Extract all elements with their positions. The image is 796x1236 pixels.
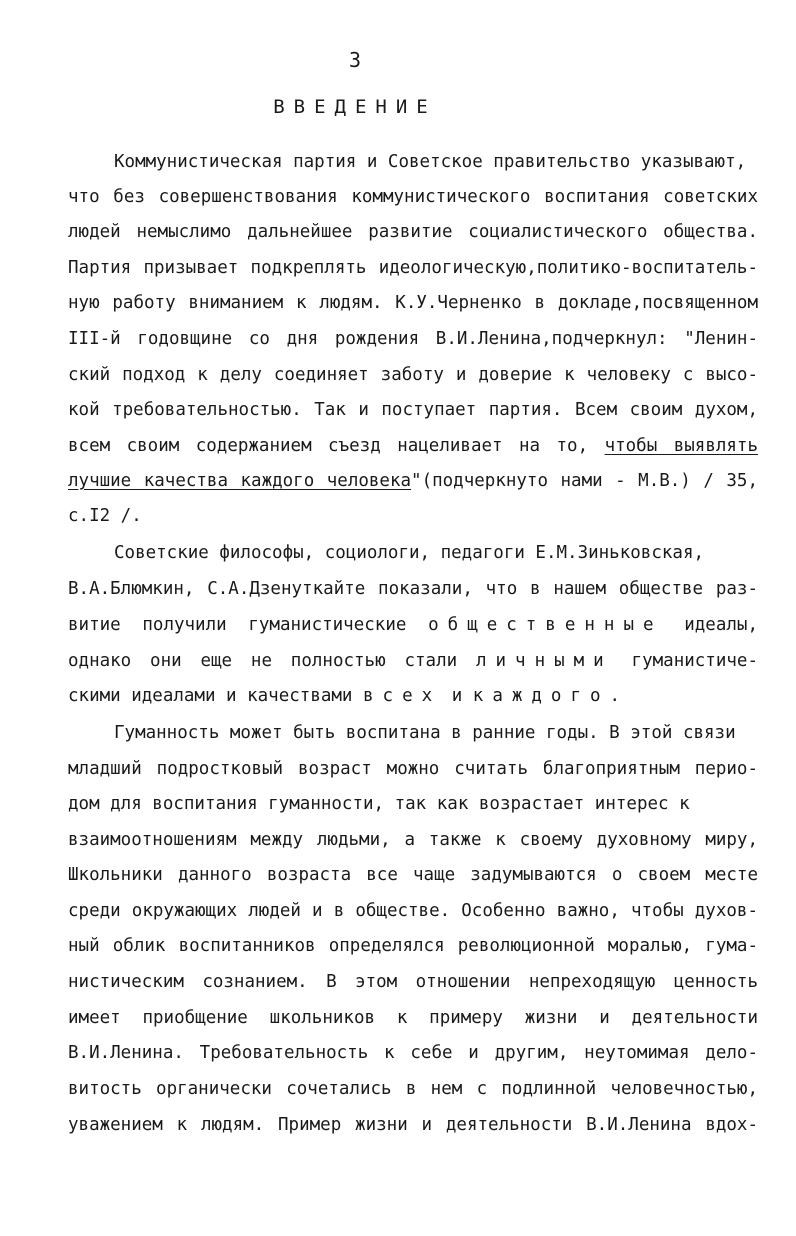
text-line <box>68 757 758 781</box>
text-segment: ный облик воспитанников определялся революционной моралью, гума- <box>68 936 758 956</box>
text-segment: однако они еще не полностью стали <box>68 651 476 671</box>
text-segment: витие получили гуманистические <box>68 615 429 635</box>
text-line <box>68 792 758 816</box>
text-segment: ский подход к делу соединяет заботу и доверие к человеку с высо- <box>68 365 758 385</box>
text-segment: Советские философы, социологи, педагоги Е.М.Зиньковская, <box>114 543 705 563</box>
text-line <box>68 863 758 887</box>
text-segment: Партия призывает подкреплять идеологическую,политико-воспитатель- <box>68 258 758 278</box>
section-title: ВВЕДЕНИЕ <box>273 96 437 118</box>
text-line <box>68 363 758 387</box>
text-segment: младший подростковый возраст можно считать благоприятным перио- <box>68 759 758 779</box>
text-line <box>68 899 758 923</box>
text-segment: всем своим содержанием съезд нацеливает на то, <box>68 436 605 456</box>
text-line <box>68 934 758 958</box>
text-segment: что без совершенствования коммунистического воспитания советских <box>68 187 758 207</box>
text-line <box>68 434 758 458</box>
text-segment: ную работу вниманием к людям. К.У.Черненко в докладе,посвященном <box>68 293 758 313</box>
text-segment: Школьники данного возраста все чаще задумываются о своем месте <box>68 865 758 885</box>
text-segment: нистическим сознанием. В этом отношении непреходящую ценность <box>68 972 758 992</box>
text-line <box>114 150 758 174</box>
spaced-emphasis: личными <box>475 651 613 671</box>
text-segment: дом для воспитания гуманности, так как возрастает интерес к <box>68 794 690 814</box>
text-segment: "(подчеркнуто нами - М.В.) / 35, <box>411 471 758 491</box>
text-segment: уважением к людям. Пример жизни и деятельности В.И.Ленина вдох- <box>68 1115 758 1135</box>
text-segment: людей немыслимо дальнейшее развитие социалистического общества. <box>68 222 758 242</box>
underlined-emphasis: лучшие качества каждого человека <box>68 471 412 491</box>
text-segment: имеет приобщение школьников к примеру жизни и деятельности <box>68 1008 758 1028</box>
text-line <box>68 291 758 315</box>
text-line <box>68 828 758 852</box>
text-segment: кой требовательностью. Так и поступает партия. Всем своим духом, <box>68 400 758 420</box>
text-segment: взаимоотношениям между людьми, а также к своему духовному миру, <box>68 830 758 850</box>
text-segment: Коммунистическая партия и Советское правительство указывают, <box>114 152 747 172</box>
text-line <box>68 1006 758 1030</box>
text-line <box>68 1041 758 1065</box>
text-line <box>114 541 758 565</box>
text-line <box>68 970 758 994</box>
text-line <box>68 256 758 280</box>
text-segment: III-й годовщине со дня рождения В.И.Ленина,подчеркнул: "Ленин- <box>68 329 758 349</box>
text-line <box>68 649 758 673</box>
text-line <box>68 613 758 637</box>
spaced-emphasis: общественные <box>428 615 663 635</box>
text-segment: В.А.Блюмкин, С.А.Дзенуткайте показали, что в нашем обществе раз- <box>68 579 758 599</box>
text-line <box>68 327 758 351</box>
text-line <box>68 1113 758 1137</box>
underlined-emphasis: чтобы выявлять <box>604 436 758 456</box>
text-segment: Гуманность может быть воспитана в ранние годы. В этой связи <box>114 723 736 743</box>
text-line <box>68 684 758 708</box>
page-number: 3 <box>348 48 362 72</box>
text-segment: среди окружающих людей и в обществе. Особенно важно, чтобы духов- <box>68 901 758 921</box>
text-segment: с.I2 /. <box>68 506 142 526</box>
text-line <box>68 220 758 244</box>
text-line <box>68 469 758 493</box>
text-segment: . <box>609 686 621 706</box>
text-segment: и <box>441 686 473 706</box>
text-line <box>114 721 758 745</box>
text-segment: идеалы, <box>662 615 758 635</box>
text-segment: витость органически сочетались в нем с подлинной человечностью, <box>68 1079 758 1099</box>
text-line <box>68 398 758 422</box>
text-line <box>68 577 758 601</box>
text-segment: гуманистиче- <box>612 651 758 671</box>
text-line <box>68 1077 758 1101</box>
text-segment: В.И.Ленина. Требовательность к себе и другим, неутомимая дело- <box>68 1043 758 1063</box>
spaced-emphasis: каждого <box>472 686 610 706</box>
text-segment: скими идеалами и качествами <box>68 686 364 706</box>
text-line <box>68 504 758 528</box>
text-line <box>68 185 758 209</box>
spaced-emphasis: всех <box>363 686 442 706</box>
